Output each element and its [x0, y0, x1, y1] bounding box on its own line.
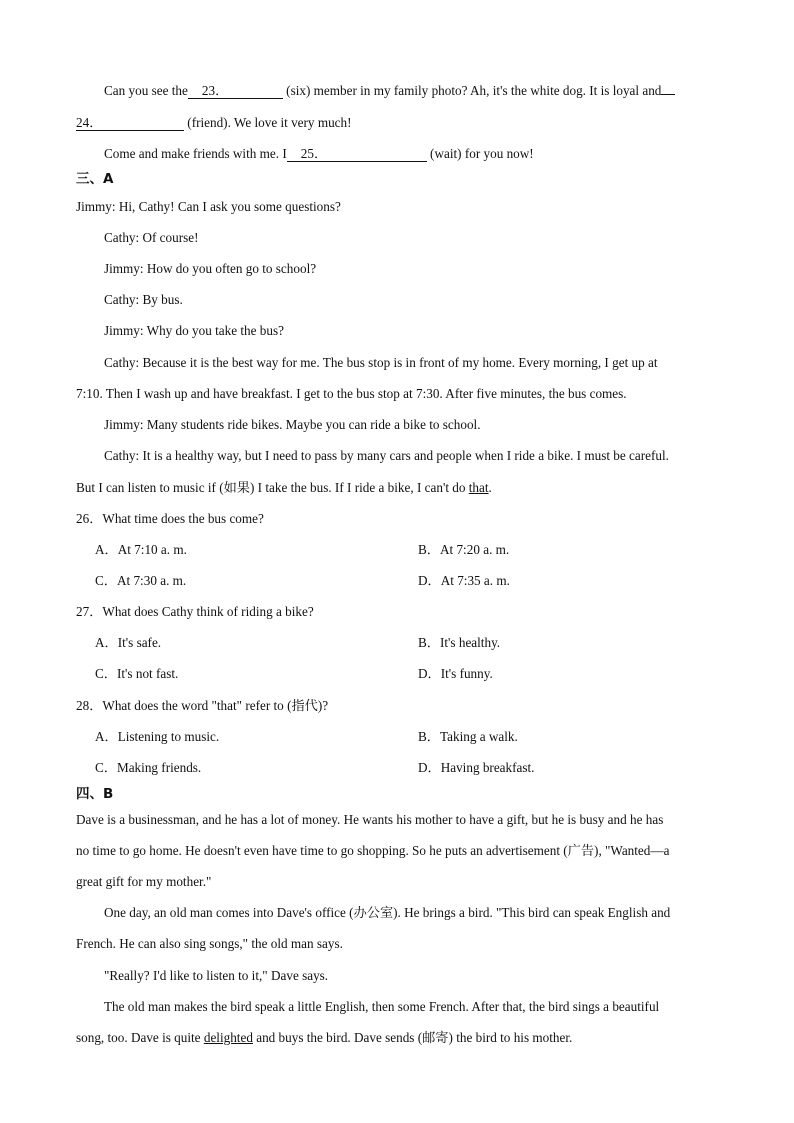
cloze-text: Can you see the	[104, 83, 188, 98]
dialogue-line: Cathy: Because it is the best way for me. The bus stop is in front of my home. Every morning, I get up at	[104, 355, 658, 370]
dialogue-line: 7:10. Then I wash up and have breakfast. I get to the bus stop at 7:30. After five minutes, the bus comes.	[76, 386, 627, 401]
underlined-word-delighted: delighted	[203, 1030, 253, 1045]
dialogue-line: Jimmy: How do you often go to school?	[104, 261, 317, 276]
passage-line: great gift for my mother."	[76, 874, 212, 889]
blank-number: 25．	[300, 146, 328, 161]
q28-option-a[interactable]: A．Listening to music.	[95, 729, 220, 744]
q27-option-c[interactable]: C．It's not fast.	[95, 666, 179, 681]
cloze-line-1	[104, 82, 740, 100]
question-26-stem: 26．What time does the bus come?	[76, 511, 264, 526]
passage-line: One day, an old man comes into Dave's office (办公室). He brings a bird. "This bird can speak English and	[104, 905, 671, 920]
dialogue-line: Jimmy: Why do you take the bus?	[104, 323, 284, 338]
cloze-text: Come and make friends with me. I	[104, 146, 287, 161]
q27-option-b[interactable]: B．It's healthy.	[418, 635, 501, 650]
question-28-stem: 28．What does the word "that" refer to (指代)?	[76, 698, 329, 713]
blank-25[interactable]	[287, 146, 427, 162]
blank-number: 24．	[76, 115, 103, 130]
underlined-word-that: that	[468, 480, 489, 495]
cloze-text: (wait) for you now!	[426, 146, 534, 161]
q26-option-d[interactable]: D．At 7:35 a. m.	[418, 573, 510, 588]
blank-24-start[interactable]	[661, 94, 675, 95]
passage-text: song, too. Dave is quite	[76, 1030, 204, 1045]
passage-line: "Really? I'd like to listen to it," Dave says.	[104, 968, 329, 983]
q28-option-c[interactable]: C．Making friends.	[95, 760, 202, 775]
question-27-stem: 27．What does Cathy think of riding a bike?	[76, 604, 314, 619]
dialogue-text: But I can listen to music if (如果) I take the bus. If I ride a bike, I can't do	[76, 480, 469, 495]
cloze-text: (six) member in my family photo? Ah, it's the white dog. It is loyal and	[282, 83, 662, 98]
q26-option-c[interactable]: C．At 7:30 a. m.	[95, 573, 187, 588]
dialogue-text: .	[488, 480, 492, 495]
q28-option-d[interactable]: D．Having breakfast.	[418, 760, 535, 775]
dialogue-line: Cathy: Of course!	[104, 230, 199, 245]
passage-line	[76, 1029, 740, 1047]
passage-line: The old man makes the bird speak a little English, then some French. After that, the bird sings a beautiful	[104, 999, 660, 1014]
dialogue-line: Jimmy: Many students ride bikes. Maybe you can ride a bike to school.	[104, 417, 481, 432]
passage-text: and buys the bird. Dave sends (邮寄) the bird to his mother.	[252, 1030, 573, 1045]
dialogue-line	[76, 479, 740, 497]
section-heading-4: 四、B	[76, 786, 114, 802]
q26-option-a[interactable]: A．At 7:10 a. m.	[95, 542, 187, 557]
q27-option-a[interactable]: A．It's safe.	[95, 635, 162, 650]
section-heading-3: 三、A	[76, 171, 114, 187]
passage-line: no time to go home. He doesn't even have time to go shopping. So he puts an advertisement (广告), "Wanted—a	[76, 843, 670, 858]
dialogue-line: Cathy: By bus.	[104, 292, 183, 307]
passage-line: Dave is a businessman, and he has a lot of money. He wants his mother to have a gift, but he is busy and he has	[76, 812, 664, 827]
passage-line: French. He can also sing songs," the old man says.	[76, 936, 343, 951]
cloze-text: (friend). We love it very much!	[184, 115, 352, 130]
blank-23[interactable]	[188, 83, 283, 99]
cloze-line-2	[76, 114, 740, 132]
blank-24[interactable]	[76, 115, 184, 131]
dialogue-line: Cathy: It is a healthy way, but I need to pass by many cars and people when I ride a bike. I must be careful.	[104, 448, 669, 463]
dialogue-line: Jimmy: Hi, Cathy! Can I ask you some questions?	[76, 199, 341, 214]
q27-option-d[interactable]: D．It's funny.	[418, 666, 493, 681]
blank-number: 23．	[201, 83, 229, 98]
cloze-line-3	[104, 145, 740, 163]
q28-option-b[interactable]: B．Taking a walk.	[418, 729, 518, 744]
q26-option-b[interactable]: B．At 7:20 a. m.	[418, 542, 510, 557]
